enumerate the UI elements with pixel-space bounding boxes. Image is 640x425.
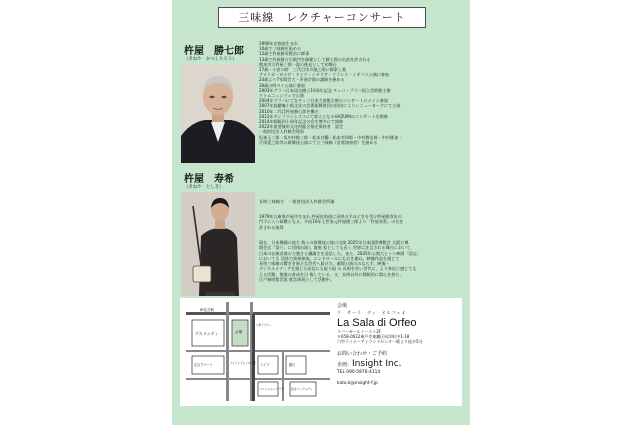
- bio-line: アメリカ・カナダ・ドイツ・イタリア・フランス・イギリス公演に参加: [259, 72, 390, 78]
- contact-tel: TEL 090-5970-4114: [337, 370, 381, 375]
- performer2-name: 杵屋 寿希: [184, 174, 234, 185]
- bio-line: 2004年ブラハにて在チェコ日本大使館主催のコンサートにメイン参加: [259, 98, 388, 104]
- bio-line: 13歳で杵屋勝吉右衛門を師範として勝七郎の名前を許される: [259, 56, 371, 62]
- bio-line: 2012年サンフランシスコにて故人となるHAZUMIのコンサートを開催: [259, 113, 388, 119]
- bio-line: 12歳で杵屋勝寿賢治に師事: [259, 51, 310, 57]
- bio-line: 17歳・小倉の時 三代目市川猿之助に師事し賞: [259, 67, 347, 73]
- bio-line: 2010年二代目杵屋勝七郎を襲名: [259, 108, 319, 114]
- flyer-title: 三味線 レクチャーコンサート: [218, 7, 426, 28]
- bio-line: 許される取得: [259, 224, 284, 230]
- bio-line: デジタルメディアを通じた発信にも取り組 み 長唄を若い世代に、より身近に感じても: [259, 266, 417, 272]
- venue-info: [337, 302, 459, 402]
- performer2-bio-activity: [259, 240, 464, 282]
- venue-address: 〒658-0032神戸市東灘区向洋町中1-18: [337, 334, 410, 339]
- map-label-apartment: 住吉アパート: [194, 363, 213, 367]
- flyer: [172, 0, 470, 425]
- performer1-bio: [259, 41, 464, 145]
- bio-line: 30歳の時タイ公演に参加: [259, 82, 306, 88]
- map-label-station: アイランドセンター駅: [230, 362, 256, 365]
- map-label-rokko: 六甲ライナー: [256, 324, 272, 327]
- performer2-reading: （きねや としき）: [184, 185, 224, 190]
- map-label-bank: 銀行: [289, 363, 296, 367]
- access-map: [186, 302, 330, 401]
- performer1-photo: [181, 64, 255, 163]
- map-road: [282, 352, 284, 401]
- organizer-prefix: 企画：: [337, 362, 353, 368]
- bio-line: 1979年兵庫県芦屋市生まれ 杵屋佐助道に長唄の手ほどきを受け杵屋勝寿治の: [259, 214, 402, 219]
- venue-building: リバーモールイースト2F: [337, 329, 382, 334]
- bio-line: 江戸端唄紫雲流 紫雲胡胡として活動中。: [259, 277, 334, 283]
- bio-line: 坂東玉三郎・坂中村勘三郎・松本白鸚・松本幸四郎・中村梅治郎・中村雁雀・: [259, 134, 403, 140]
- bio-line: 10歳で三味線を始める: [259, 46, 302, 52]
- performer1-name: 杵屋 勝七郎: [184, 46, 244, 57]
- bio-line: 2007年寂聴庵十郎文化の芸術振興財団の招待によりレニューヨークにて公演: [259, 103, 401, 109]
- performer2-affiliation: 長唄三味線方 一般財団法人杵勝会所属: [259, 199, 335, 204]
- organizer-name: Insight Inc.: [352, 359, 402, 369]
- bio-line: 1990年京都府生まれ: [259, 41, 299, 46]
- map-rokko-liner: [252, 314, 255, 401]
- venue-panel: [180, 298, 462, 406]
- map-label-jr: JR住吉駅: [200, 308, 214, 312]
- bio-line: 熊本市立杵屋三郎一派の後見として初舞台: [259, 61, 337, 67]
- map-road: [186, 378, 330, 380]
- map-label-life: ライフ: [260, 363, 270, 367]
- map-road: [186, 350, 330, 352]
- bio-line: 門下に入り研鑽となる。平成16年七世家元杵屋勝三郎より「杵屋寿希」の名を: [259, 219, 404, 225]
- contact-label: お問い合わせ・ご予約: [337, 351, 388, 357]
- contact-email[interactable]: kato.k@insight-f.jp: [337, 381, 378, 386]
- map-label-fashion: ファッションプラザ: [259, 387, 285, 391]
- bio-line: 一般財団法人杵勝会理事: [259, 129, 305, 135]
- map-label-venue: 会場: [235, 330, 242, 334]
- venue-label: 会場: [337, 303, 348, 309]
- bio-line: 24歳より7年間芸大・声曲学園の講師を務める: [259, 77, 345, 83]
- bio-line: 2003年ブラハ日本国交樹立10周年記念 チェコ・プラハ国立美術館主催: [259, 87, 391, 93]
- map-railway: [186, 312, 330, 315]
- map-label-park: 住吉パークシティ: [291, 387, 314, 391]
- bio-line: 片岡愛之助等の歌舞伎公演にて立三味線（首席演奏者）を務める: [259, 139, 378, 145]
- performer2-photo: [181, 192, 255, 296]
- bio-line: 開会式「祭り」に団体出演し 演奏 家としても長く 世界に注目される舞台において、: [259, 245, 415, 251]
- bio-line: える活動。後進の育成を日 指している。又、長唄以外に積極的に関心を持ち、: [259, 271, 404, 277]
- bio-line: 2022年重要無形文化財総合指定保持者 認定: [259, 124, 344, 130]
- venue-ruby: ラ サーラ ディ オルフェオ: [337, 310, 407, 315]
- bio-line: リトムニュシツェで公演: [259, 93, 304, 99]
- venue-name: La Sala di Orfeo: [337, 317, 417, 329]
- bio-line: 現在、日本舞踊の他方 数々の歌舞伎公演に出演 2025年日本国際博覧会 大阪万博: [259, 240, 409, 245]
- map-label-gourmet: グルメシティ: [195, 331, 219, 336]
- performer1-reading: （きねや かつしちろう）: [184, 57, 237, 62]
- bio-line: 日本の伝統音楽の力強さと繊細さを発信した。また、2025年公開大ヒット映画「国宝」: [259, 250, 421, 256]
- bio-line: においても 団体で演奏参加。エンドロールにも名を連ね、映像作品を通じて: [259, 255, 400, 261]
- organizer: [337, 359, 459, 369]
- performer2-bio-intro: [259, 214, 464, 230]
- bio-line: 長唄三味線の響きを新たな世代へ届けた。劇場公演のみならず、映像・: [259, 261, 390, 267]
- bio-line: 2014年師範四十周年記念の会を博多にて開催: [259, 119, 344, 125]
- venue-access: 六甲ライナーアイランドセンター駅より徒歩5分: [337, 339, 423, 344]
